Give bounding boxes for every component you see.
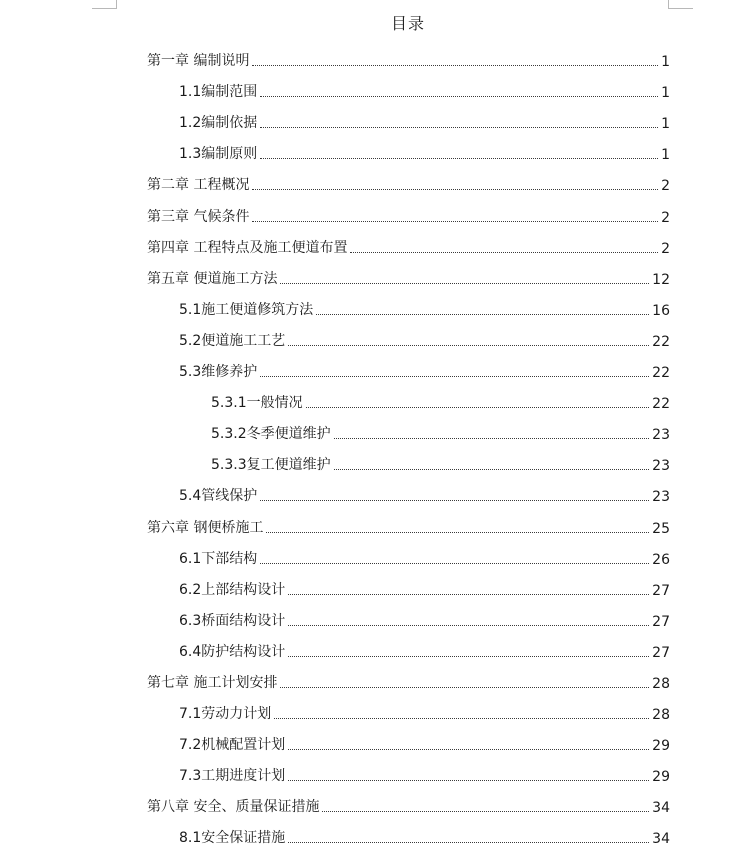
- toc-entry[interactable]: [147, 350, 670, 381]
- toc-entry-page-number: 2: [661, 240, 670, 257]
- toc-entry-page-number: 22: [652, 365, 670, 382]
- toc-entry[interactable]: [147, 474, 670, 505]
- toc-entry-label: 7.3工期进度计划: [179, 768, 286, 785]
- toc-entry-label: 6.1下部结构: [179, 550, 258, 567]
- toc-dot-leader: [280, 687, 649, 688]
- toc-dot-leader: [334, 469, 650, 470]
- toc-dot-leader: [288, 625, 649, 626]
- toc-dot-leader: [322, 811, 649, 812]
- toc-entry-label: 第二章 工程概况: [147, 177, 250, 194]
- toc-entry-page-number: 16: [652, 302, 670, 319]
- toc-entry-page-number: 34: [652, 831, 670, 848]
- toc-entry-label: 6.3桥面结构设计: [179, 612, 286, 629]
- toc-entry[interactable]: [147, 816, 670, 847]
- toc-entry[interactable]: [147, 288, 670, 319]
- toc-entry[interactable]: [147, 568, 670, 599]
- toc-dot-leader: [266, 532, 649, 533]
- table-of-contents: [147, 39, 670, 847]
- toc-dot-leader: [288, 594, 649, 595]
- toc-entry-label: 5.3维修养护: [179, 364, 258, 381]
- toc-entry[interactable]: [147, 692, 670, 723]
- toc-entry[interactable]: [147, 319, 670, 350]
- toc-dot-leader: [260, 158, 658, 159]
- toc-entry-label: 1.2编制依据: [179, 115, 258, 132]
- toc-entry-label: 8.1安全保证措施: [179, 830, 286, 847]
- crop-mark-top-left: [92, 0, 117, 9]
- toc-entry-label: 1.1编制范围: [179, 84, 258, 101]
- crop-mark-top-right: [668, 0, 693, 9]
- toc-entry-page-number: 29: [652, 769, 670, 786]
- toc-entry[interactable]: [147, 70, 670, 101]
- toc-entry-page-number: 22: [652, 396, 670, 413]
- toc-entry[interactable]: [147, 630, 670, 661]
- toc-entry-page-number: 2: [661, 209, 670, 226]
- toc-dot-leader: [288, 749, 649, 750]
- toc-entry-page-number: 25: [652, 520, 670, 537]
- toc-dot-leader: [252, 189, 658, 190]
- toc-dot-leader: [306, 407, 650, 408]
- toc-entry-label: 第八章 安全、质量保证措施: [147, 799, 320, 816]
- toc-entry-label: 5.2便道施工工艺: [179, 332, 286, 349]
- toc-entry-page-number: 27: [652, 644, 670, 661]
- toc-entry-page-number: 22: [652, 333, 670, 350]
- toc-entry-page-number: 1: [661, 147, 670, 164]
- toc-entry[interactable]: [147, 39, 670, 70]
- toc-dot-leader: [260, 127, 658, 128]
- toc-entry-page-number: 1: [661, 116, 670, 133]
- toc-entry-label: 5.3.1一般情况: [211, 395, 303, 412]
- toc-entry-label: 第四章 工程特点及施工便道布置: [147, 239, 348, 256]
- toc-entry-page-number: 12: [652, 271, 670, 288]
- toc-dot-leader: [288, 780, 649, 781]
- toc-entry-page-number: 28: [652, 675, 670, 692]
- toc-dot-leader: [260, 563, 649, 564]
- toc-entry-label: 6.4防护结构设计: [179, 643, 286, 660]
- toc-entry[interactable]: [147, 785, 670, 816]
- toc-dot-leader: [252, 65, 658, 66]
- toc-entry[interactable]: [147, 754, 670, 785]
- toc-entry-page-number: 26: [652, 551, 670, 568]
- toc-entry-page-number: 23: [652, 427, 670, 444]
- toc-entry-label: 第六章 钢便桥施工: [147, 519, 264, 536]
- toc-dot-leader: [260, 500, 649, 501]
- document-title: 目录: [390, 14, 425, 33]
- toc-entry-label: 第七章 施工计划安排: [147, 674, 278, 691]
- toc-entry-page-number: 23: [652, 489, 670, 506]
- toc-entry-page-number: 1: [661, 85, 670, 102]
- toc-dot-leader: [260, 96, 658, 97]
- toc-dot-leader: [316, 314, 649, 315]
- toc-entry-label: 第五章 便道施工方法: [147, 270, 278, 287]
- toc-entry-label: 6.2上部结构设计: [179, 581, 286, 598]
- toc-entry-label: 5.3.2冬季便道维护: [211, 426, 331, 443]
- toc-entry-page-number: 2: [661, 178, 670, 195]
- toc-entry[interactable]: [147, 599, 670, 630]
- toc-entry[interactable]: [147, 412, 670, 443]
- toc-entry[interactable]: [147, 661, 670, 692]
- toc-entry[interactable]: [147, 257, 670, 288]
- toc-entry-page-number: 1: [661, 54, 670, 71]
- toc-entry[interactable]: [147, 505, 670, 536]
- toc-entry-label: 7.1劳动力计划: [179, 706, 272, 723]
- toc-entry[interactable]: [147, 443, 670, 474]
- toc-dot-leader: [288, 656, 649, 657]
- toc-entry-page-number: 27: [652, 613, 670, 630]
- toc-dot-leader: [288, 345, 649, 346]
- toc-dot-leader: [252, 221, 658, 222]
- toc-dot-leader: [280, 283, 649, 284]
- toc-entry[interactable]: [147, 194, 670, 225]
- toc-dot-leader: [288, 842, 649, 843]
- toc-entry-page-number: 27: [652, 582, 670, 599]
- toc-entry-label: 5.1施工便道修筑方法: [179, 301, 314, 318]
- toc-entry-label: 第三章 气候条件: [147, 208, 250, 225]
- toc-entry[interactable]: [147, 132, 670, 163]
- toc-entry[interactable]: [147, 381, 670, 412]
- toc-entry[interactable]: [147, 101, 670, 132]
- toc-dot-leader: [350, 252, 658, 253]
- toc-entry-label: 1.3编制原则: [179, 146, 258, 163]
- toc-entry-page-number: 29: [652, 738, 670, 755]
- toc-entry-page-number: 28: [652, 707, 670, 724]
- toc-entry-label: 7.2机械配置计划: [179, 737, 286, 754]
- toc-entry[interactable]: [147, 163, 670, 194]
- toc-dot-leader: [334, 438, 650, 439]
- toc-dot-leader: [274, 718, 649, 719]
- toc-entry-page-number: 23: [652, 458, 670, 475]
- toc-entry[interactable]: [147, 226, 670, 257]
- toc-entry-page-number: 34: [652, 800, 670, 817]
- toc-entry-label: 5.3.3复工便道维护: [211, 457, 331, 474]
- toc-entry-label: 5.4管线保护: [179, 488, 258, 505]
- toc-entry[interactable]: [147, 537, 670, 568]
- toc-entry-label: 第一章 编制说明: [147, 53, 250, 70]
- toc-entry[interactable]: [147, 723, 670, 754]
- toc-dot-leader: [260, 376, 649, 377]
